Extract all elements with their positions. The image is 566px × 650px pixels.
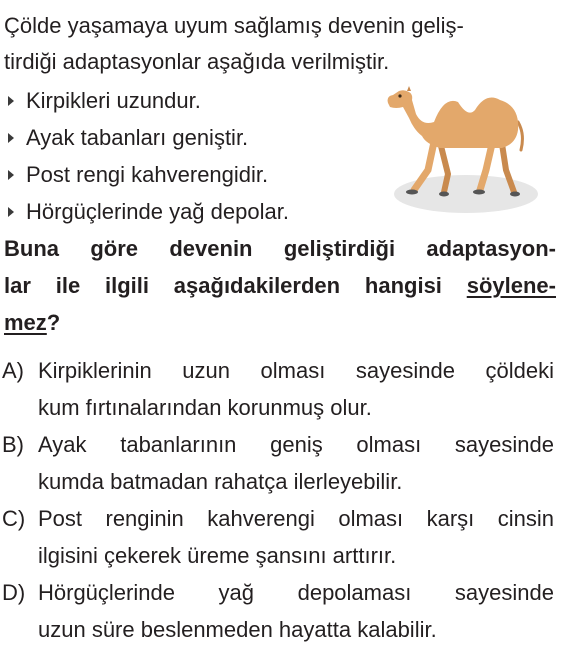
- bullet-arrow-icon: [8, 170, 14, 180]
- underlined-keyword: mez: [4, 310, 47, 335]
- bullet-arrow-icon: [8, 133, 14, 143]
- option-letter: B): [2, 432, 24, 457]
- list-item-text: Hörgüçlerinde yağ depolar.: [26, 199, 289, 224]
- list-item: [8, 193, 368, 230]
- list-item-text: Post rengi kahverengidir.: [26, 162, 269, 187]
- list-item: [8, 82, 368, 119]
- question-mark: ?: [46, 310, 61, 335]
- option-letter: A): [2, 358, 24, 383]
- answer-option-d[interactable]: [2, 574, 554, 648]
- list-item-text: Kirpikleri uzundur.: [26, 88, 201, 113]
- option-text: Kirpiklerinin uzun olması sayesinde çöldeki: [38, 358, 554, 383]
- option-text: uzun süre beslenmeden hayatta kalabilir.: [38, 617, 437, 642]
- option-text: kumda batmadan rahatça ilerleyebilir.: [38, 469, 403, 494]
- option-letter: C): [2, 506, 26, 531]
- camel-body: [388, 90, 519, 148]
- answer-options: [2, 352, 554, 648]
- option-text: kum fırtınalarından korunmuş olur.: [38, 395, 372, 420]
- list-item: [8, 119, 368, 156]
- option-letter: D): [2, 580, 26, 605]
- bullet-arrow-icon: [8, 96, 14, 106]
- intro-line: tirdiği adaptasyonlar aşağıda verilmiştir.: [4, 49, 390, 74]
- option-text: Post renginin kahverengi olması karşı cinsin: [38, 506, 554, 531]
- question-line: [4, 304, 556, 341]
- option-text: Hörgüçlerinde yağ depolaması sayesinde: [38, 580, 554, 605]
- question-text: lar ile ilgili aşağıdakilerden hangisi: [4, 273, 467, 298]
- list-item-text: Ayak tabanları geniştir.: [26, 125, 249, 150]
- adaptation-list: [8, 82, 368, 230]
- option-text: Ayak tabanlarının geniş olması sayesinde: [38, 432, 554, 457]
- list-item: [8, 156, 368, 193]
- bullet-arrow-icon: [8, 207, 14, 217]
- question-line: Buna göre devenin geliştirdiği adaptasyon-: [4, 236, 556, 261]
- intro-line: Çölde yaşamaya uyum sağlamış devenin geliş-: [4, 13, 464, 38]
- question-stem: [4, 230, 556, 341]
- answer-option-a[interactable]: [2, 352, 554, 426]
- intro-text: [4, 8, 556, 80]
- answer-option-b[interactable]: [2, 426, 554, 500]
- camel-icon: [378, 78, 538, 216]
- option-text: ilgisini çekerek üreme şansını arttırır.: [38, 543, 397, 568]
- underlined-keyword: söylene-: [466, 273, 556, 298]
- question-line: [4, 267, 556, 304]
- answer-option-c[interactable]: [2, 500, 554, 574]
